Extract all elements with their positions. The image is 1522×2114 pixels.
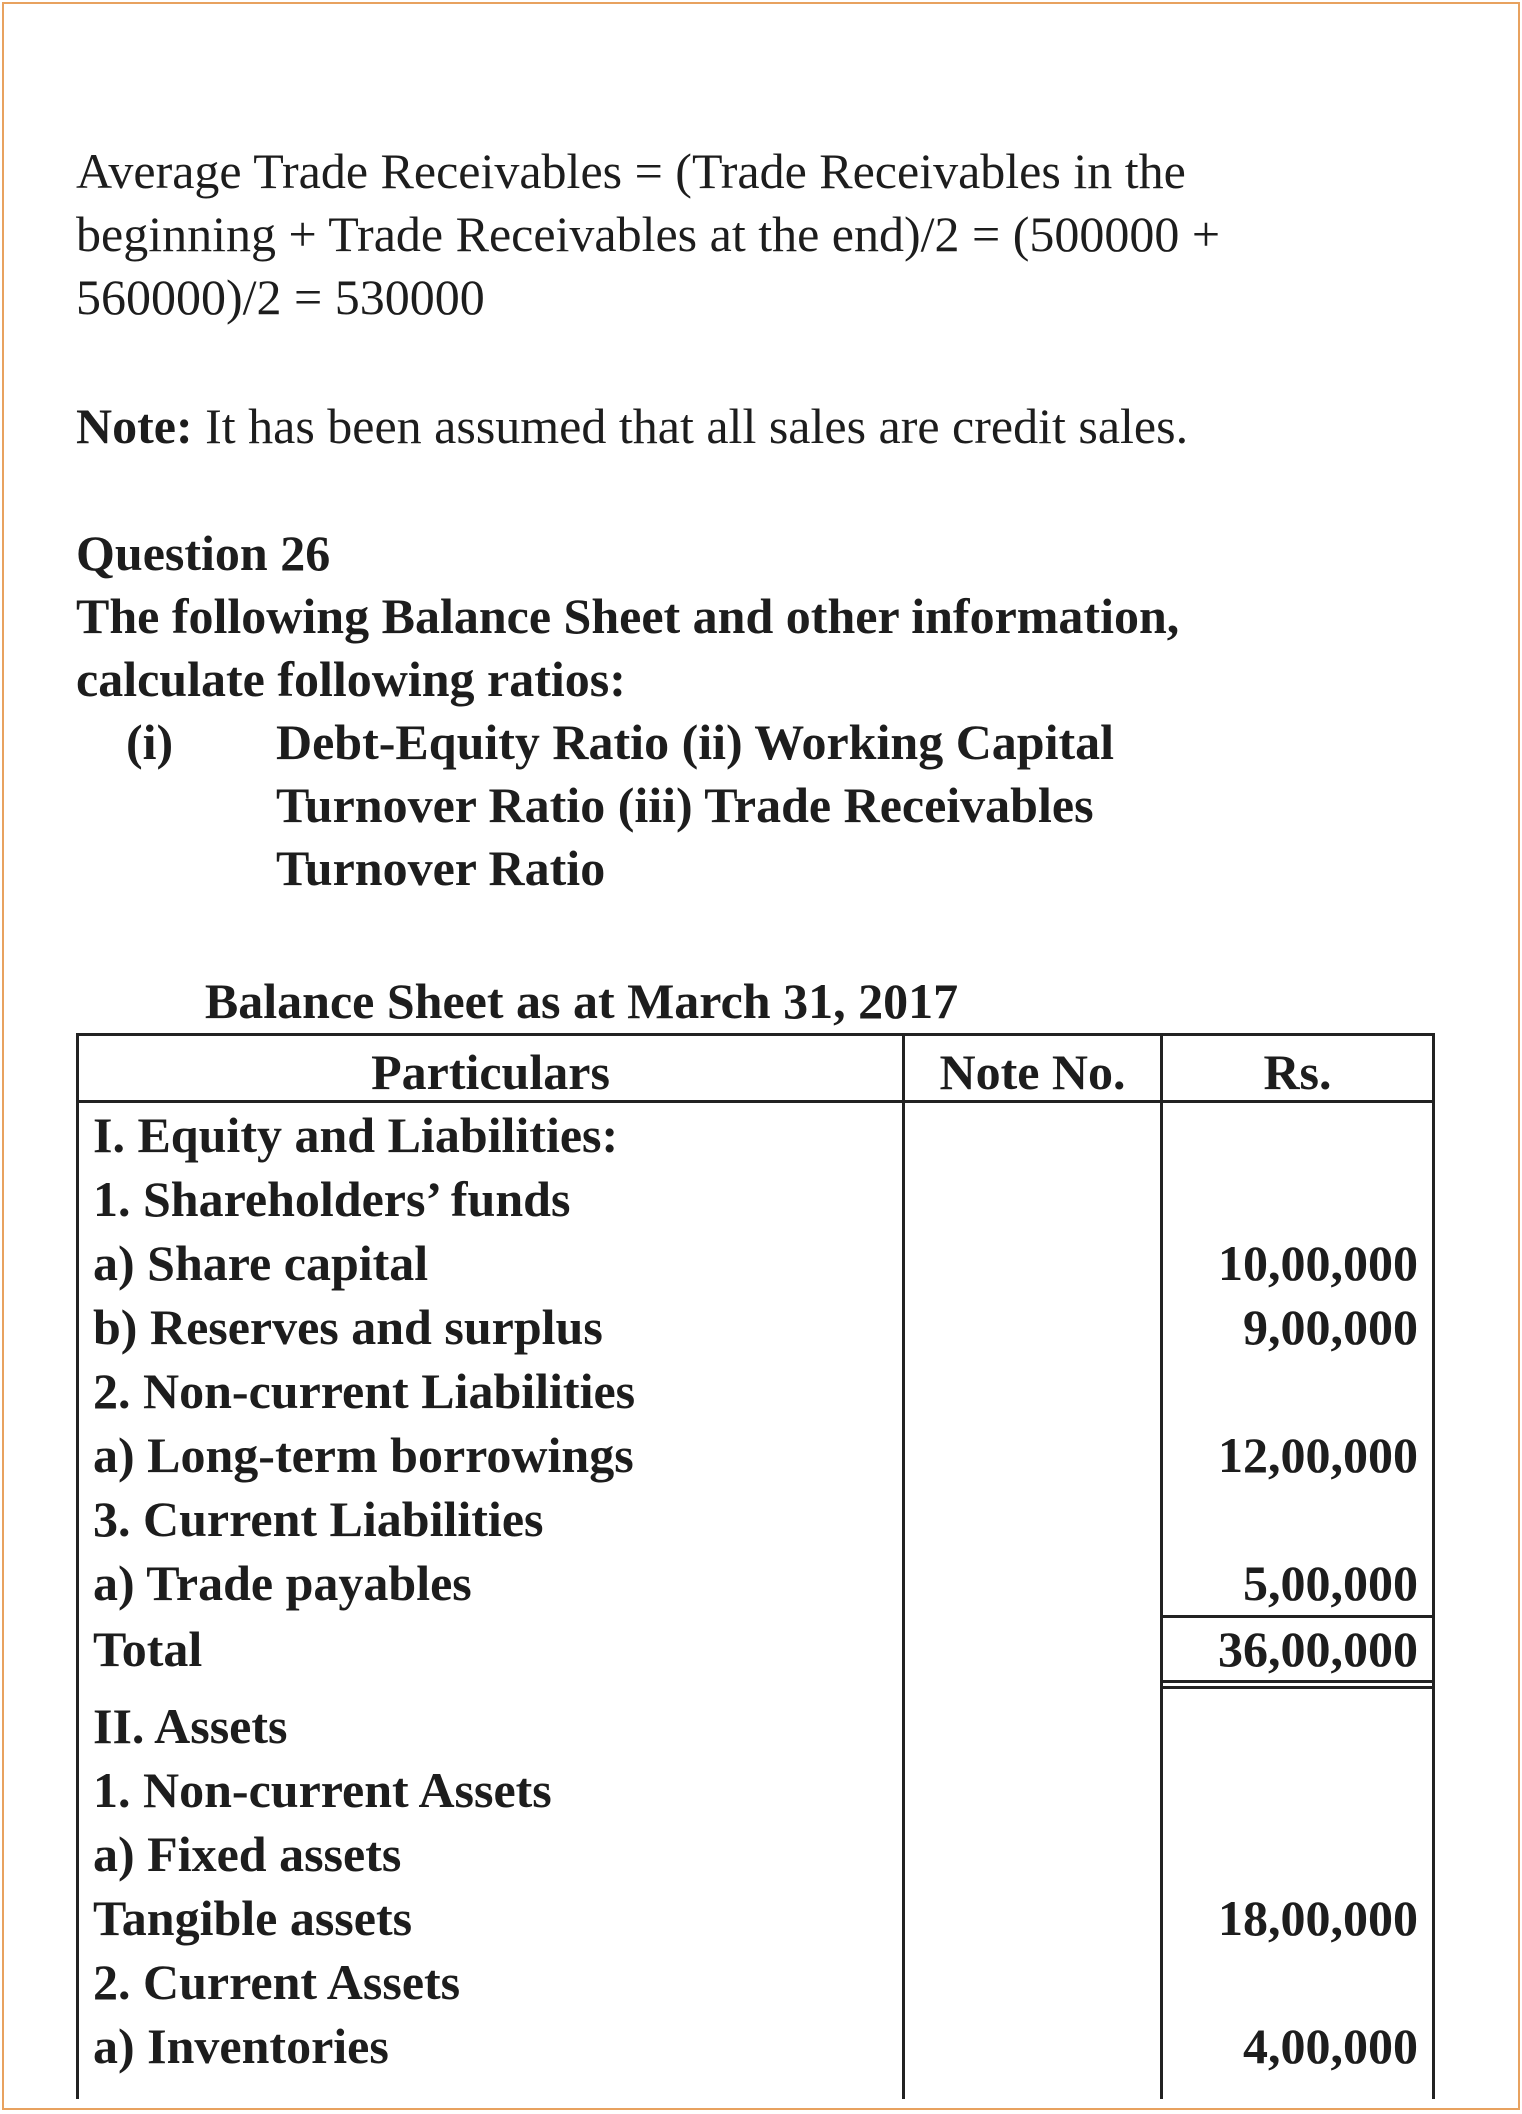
row-amount: 36,00,000 (1218, 1621, 1418, 1677)
balance-sheet-title: Balance Sheet as at March 31, 2017 (204, 973, 959, 1029)
table-row (79, 1295, 1432, 1359)
note-label: Note: (76, 398, 193, 454)
header-particulars: Particulars (371, 1044, 610, 1100)
question-item-text (276, 711, 1326, 900)
table-row (79, 1950, 1432, 2014)
total-rule-bottom-double (1163, 1686, 1432, 1689)
table-row (79, 1231, 1432, 1295)
row-label: 2. Non-current Liabilities (93, 1363, 636, 1419)
table-row (79, 1886, 1432, 1950)
row-label: b) Reserves and surplus (93, 1299, 603, 1355)
row-label: a) Share capital (93, 1235, 429, 1291)
row-amount: 10,00,000 (1218, 1235, 1418, 1291)
intro-line-1: Average Trade Receivables = (Trade Receivables in the (76, 143, 1186, 199)
table-row (79, 1359, 1432, 1423)
document-page (2, 2, 1520, 2110)
total-rule-bottom (1163, 1680, 1432, 1683)
row-label: a) Inventories (93, 2018, 389, 2074)
question-heading: Question 26 (76, 525, 331, 581)
intro-line-3: 560000)/2 = 530000 (76, 269, 485, 325)
row-label: Total (93, 1621, 203, 1677)
row-amount: 5,00,000 (1243, 1555, 1418, 1611)
table-row (79, 1822, 1432, 1886)
row-label: 3. Current Liabilities (93, 1491, 544, 1547)
table-row (79, 1103, 1432, 1167)
row-label: a) Long-term borrowings (93, 1427, 634, 1483)
row-label: a) Trade payables (93, 1555, 472, 1611)
row-label: 1. Non-current Assets (93, 1762, 552, 1818)
question-line-1: The following Balance Sheet and other information, (76, 588, 1180, 644)
question-line-2: calculate following ratios: (76, 651, 626, 707)
note-paragraph (76, 395, 1396, 458)
table-row (79, 1694, 1432, 1758)
table-row (79, 1758, 1432, 1822)
table-row (79, 1167, 1432, 1231)
table-row-total (79, 1617, 1432, 1681)
row-label: Tangible assets (93, 1890, 413, 1946)
row-label: a) Fixed assets (93, 1826, 402, 1882)
row-label: I. Equity and Liabilities: (93, 1107, 619, 1163)
note-text: It has been assumed that all sales are credit sales. (192, 398, 1189, 454)
header-note-no: Note No. (939, 1044, 1126, 1100)
row-amount: 12,00,000 (1218, 1427, 1418, 1483)
average-receivables-paragraph (76, 140, 1396, 329)
row-amount: 4,00,000 (1243, 2018, 1418, 2074)
table-row (79, 1487, 1432, 1551)
question-item-line-1: Debt-Equity Ratio (ii) Working Capital (276, 714, 1115, 770)
row-label: 2. Current Assets (93, 1954, 461, 2010)
question-block (76, 522, 1396, 711)
table-row (79, 1551, 1432, 1615)
row-label: II. Assets (93, 1698, 288, 1754)
question-item-number: (i) (126, 714, 174, 770)
header-rs: Rs. (1263, 1044, 1332, 1100)
row-amount: 18,00,000 (1218, 1890, 1418, 1946)
row-amount: 9,00,000 (1243, 1299, 1418, 1355)
intro-line-2: beginning + Trade Receivables at the end)/2 = (500000 + (76, 206, 1221, 262)
balance-sheet-table (76, 1033, 1435, 2099)
table-row (79, 1423, 1432, 1487)
table-row (79, 2014, 1432, 2078)
question-item-line-2: Turnover Ratio (iii) Trade Receivables (276, 777, 1094, 833)
question-item-line-3: Turnover Ratio (276, 840, 606, 896)
row-label: 1. Shareholders’ funds (93, 1171, 571, 1227)
